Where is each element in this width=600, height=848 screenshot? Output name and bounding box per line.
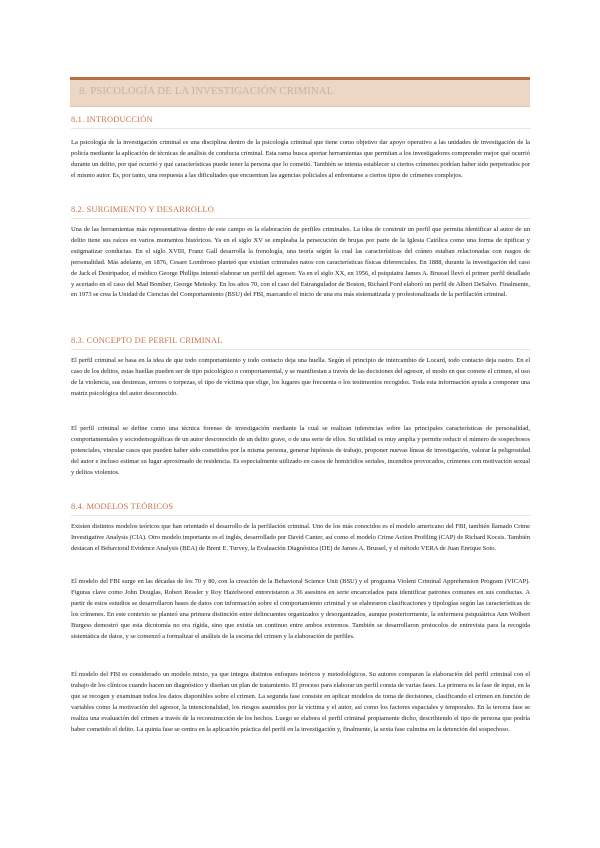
chapter-title: 8. PSICOLOGÍA DE LA INVESTIGACIÓN CRIMINAL (79, 86, 334, 97)
section-surgimiento (71, 205, 531, 219)
paragraph: La psicología de la investigación criminal es una disciplina dentro de la psicología criminal que tiene como objetivo dar apoyo operativo a las unidades de investigación de la policía mediante la aplicación de técnicas de análisis de conducta criminal. Esta rama busca aportar herramientas que permitan a los investigadores comprender mejor qué ocurrió durante un delito, por qué ocurrió y qué características puede tener la persona que lo cometió. También se intenta establecer si ciertos crímenes podrían haber sido perpetrados por el mismo autor. Es, por tanto, una respuesta a las dificultades que encuentran las agencias policiales al enfrentarse a ciertos tipos de crímenes complejos. (71, 139, 530, 179)
paragraph: El perfil criminal se basa en la idea de que todo comportamiento y todo contacto deja una huella. Según el principio de intercambio de Locard, todo contacto deja rastro. En el caso de los delitos, estas huellas pueden ser de tipo psicológico o comportamental, y se manifiestan a través de las decisiones del agresor, el modo en que comete el crimen, el uso de la violencia, sus destrezas, errores o torpezas, el tipo de víctima que elige, los lugares que frecuenta o los testimonios recogidos. Toda esta información ayuda a componer una matriz psicológica del autor desconocido. (71, 357, 530, 397)
section-concepto (71, 336, 531, 350)
section-heading: 8.1. INTRODUCCIÓN (71, 115, 153, 124)
section-divider (71, 349, 531, 350)
paragraph: El modelo del FBI surge en las décadas de los 70 y 80, con la creación de la Behavioral Science Unit (BSU) y el programa Violent Criminal Apprehension Program (VICAP). Figuras clave como John Douglas, Robert Ressler y Roy Hazelwood entrevistaron a 36 asesinos en serie encarcelados para identificar patrones comunes en sus conductas. A partir de estos estudios se desarrollaron bases de datos con información sobre el comportamiento criminal y se elaboraron clasificaciones y tipologías según las características de los crímenes. En este contexto se planteó una primera distinción entre delincuentes organizados y desorganizados, aunque posteriormente, la enfermera psiquiátrica Ann Wolbert Burgess demostró que esta dicotomía no era rígida, sino que existía un continuo entre ambos extremos. También se desarrollaron protocolos de entrevista para la recogida sistemática de datos, y se comenzó a formalizar el análisis de la escena del crimen y la elaboración de perfiles. (71, 578, 530, 640)
paragraph: El perfil criminal se define como una técnica forense de investigación mediante la cual se realizan inferencias sobre las principales características de personalidad, comportamentales y sociodemográficas de un autor desconocido de un delito grave, o de una serie de ellos. Su utilidad es muy amplia y permite reducir el número de sospechosos potenciales, vincular casos que pueden haber sido cometidos por la misma persona, generar hipótesis de trabajo, proponer nuevas líneas de investigación, valorar la peligrosidad del autor e incluso estimar su lugar aproximado de residencia. Es especialmente utilizado en casos de homicidios seriales, incendios provocados, crímenes con motivación sexual y delitos violentos. (71, 425, 530, 476)
paragraph: El modelo del FBI es considerado un modelo mixto, ya que integra distintos enfoques teóricos y metodológicos. Su autores comparan la elaboración del perfil criminal con el trabajo de los clínicos cuando hacen un diagnóstico y diseñan un plan de tratamiento. El proceso para elaborar un perfil consta de varias fases. La primera es la fase de input, en la que se recogen y examinan todos los datos disponibles sobre el crimen. La segunda fase consiste en aplicar modelos de toma de decisiones, clasificando el crimen en función de variables como la motivación del agresor, la intencionalidad, los riesgos asumidos por la víctima y el autor, así como los factores espaciales y temporales. En la tercera fase se realiza una evaluación del crimen a través de la reconstrucción de los hechos. Luego se elabora el perfil criminal propiamente dicho, describiendo el tipo de persona que podría haber cometido el delito. La quinta fase se centra en la aplicación práctica del perfil en la investigación y, finalmente, la sexta fase culmina en la detención del sospechoso. (71, 671, 530, 733)
section-heading: 8.2. SURGIMIENTO Y DESARROLLO (71, 205, 214, 214)
section-divider (71, 218, 531, 219)
section-introduccion (71, 115, 531, 129)
section-heading: 8.3. CONCEPTO DE PERFIL CRIMINAL (71, 336, 223, 345)
chapter-title-band (70, 77, 530, 107)
section-divider (71, 515, 531, 516)
paragraph: Existen distintos modelos teóricos que han orientado el desarrollo de la perfilación criminal. Uno de los más conocidos es el modelo americano del FBI, también llamado Crime Investigative Analysis (CIA). Otro modelo importante es el inglés, desarrollado por David Canter, así como el modelo Crime Action Profiling (CAP) de Richard Kocsis. También destacan el Behavioral Evidence Analysis (BEA) de Brent E. Turvey, la Evaluación Diagnóstica (DE) de James A. Brussel, y el método VERA de Juan Enrique Soto. (71, 523, 530, 552)
paragraph: Una de las herramientas más representativas dentro de este campo es la elaboración de perfiles criminales. La idea de construir un perfil que permita identificar al autor de un delito tiene sus raíces en varios momentos históricos. Ya en el siglo XV se empleaba la persecución de brujas por parte de la Iglesia Católica como una forma de tipificar y estigmatizar conductas. En el siglo XVIII, Franz Gall desarrolla la frenología, una teoría según la cual las características del cráneo estaban relacionadas con rasgos de personalidad. Más adelante, en 1876, Cesare Lombroso planteó que existían criminales natos con características físicas diferenciales. En 1888, durante la investigación del caso de Jack el Destripador, el médico George Phillips intentó elaborar un perfil del agresor. Ya en el siglo XX, en 1956, el psiquiatra James A. Brussel llevó el primer perfil detallado y acertado en el caso del Mad Bomber, George Metesky. En los años 70, con el caso del Estrangulador de Boston, Richard Ford elaboró un perfil de Albert DeSalvo. Finalmente, en 1973 se crea la Unidad de Ciencias del Comportamiento (BSU) del FBI, marcando el inicio de una era más sistematizada y profesionalizada de la perfilación criminal. (71, 226, 530, 299)
section-divider (71, 128, 531, 129)
section-modelos (71, 502, 531, 516)
section-heading: 8.4. MODELOS TEÓRICOS (71, 502, 174, 511)
